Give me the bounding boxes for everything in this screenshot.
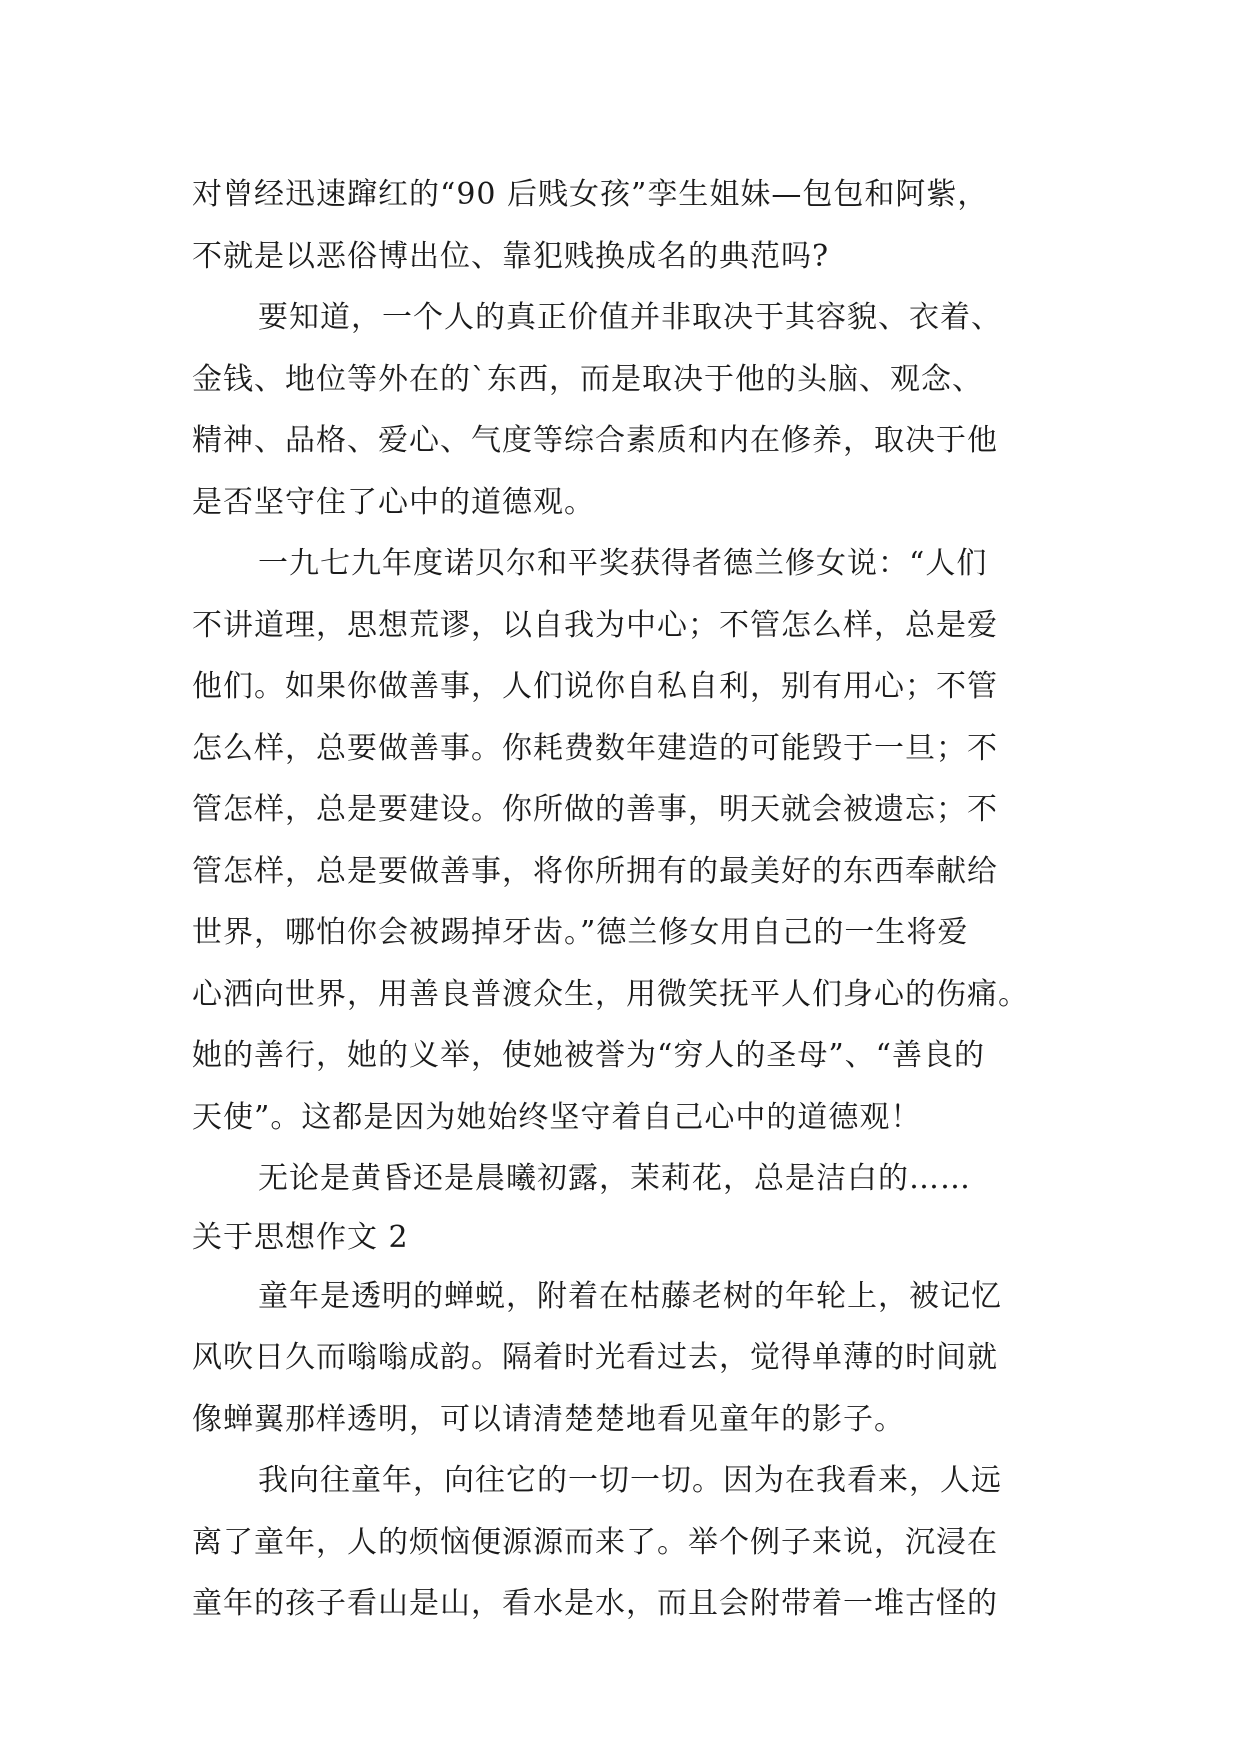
- text-line: 像蝉翼那样透明，可以请清楚楚地看见童年的影子。: [192, 1401, 905, 1437]
- text-line: 心洒向世界，用善良普渡众生，用微笑抚平人们身心的伤痛。: [192, 976, 1029, 1012]
- text-line: 不就是以恶俗博出位、靠犯贱换成名的典范吗?: [192, 238, 830, 274]
- text-line: 离了童年，人的烦恼便源源而来了。举个例子来说，沉浸在: [192, 1524, 998, 1560]
- paragraph-start-line: 童年是透明的蝉蜕，附着在枯藤老树的年轮上，被记忆: [258, 1278, 1002, 1314]
- text-line: 世界，哪怕你会被踢掉牙齿。”德兰修女用自己的一生将爱: [192, 915, 969, 950]
- text-line: 管怎样，总是要建设。你所做的善事，明天就会被遗忘；不: [192, 792, 998, 827]
- text-line: 天使”。这都是因为她始终坚守着自己心中的道德观！: [192, 1099, 922, 1135]
- body-text: [192, 164, 1052, 1635]
- paragraph-start-line: 一九七九年度诺贝尔和平奖获得者德兰修女说：“人们: [258, 546, 988, 581]
- text-line: 她的善行，她的义举，使她被誉为“穷人的圣母”、“善良的: [192, 1038, 986, 1073]
- section-heading: 关于思想作文 2: [192, 1219, 409, 1255]
- text-line: 风吹日久而嗡嗡成韵。隔着时光看过去，觉得单薄的时间就: [192, 1340, 998, 1375]
- paragraph-start-line: 我向往童年，向往它的一切一切。因为在我看来，人远: [258, 1463, 1002, 1498]
- text-line: 他们。如果你做善事，人们说你自私自利，别有用心；不管: [192, 669, 998, 704]
- text-line: 怎么样，总要做善事。你耗费数年建造的可能毁于一旦；不: [192, 730, 998, 766]
- paragraph-start-line: 无论是黄昏还是晨曦初露，茉莉花，总是洁白的……: [258, 1161, 971, 1196]
- text-line: 精神、品格、爱心、气度等综合素质和内在修养，取决于他: [192, 423, 998, 458]
- text-line: 童年的孩子看山是山，看水是水，而且会附带着一堆古怪的: [192, 1586, 998, 1621]
- text-line: 金钱、地位等外在的`东西，而是取决于他的头脑、观念、: [192, 361, 983, 397]
- text-line: 是否坚守住了心中的道德观。: [192, 484, 595, 520]
- text-line: 管怎样，总是要做善事，将你所拥有的最美好的东西奉献给: [192, 853, 998, 889]
- text-line: 不讲道理，思想荒谬，以自我为中心；不管怎么样，总是爱: [192, 607, 998, 643]
- text-line: 对曾经迅速蹿红的“90 后贱女孩”孪生姐妹—包包和阿紫，: [192, 177, 989, 212]
- paragraph-start-line: 要知道，一个人的真正价值并非取决于其容貌、衣着、: [258, 300, 1002, 335]
